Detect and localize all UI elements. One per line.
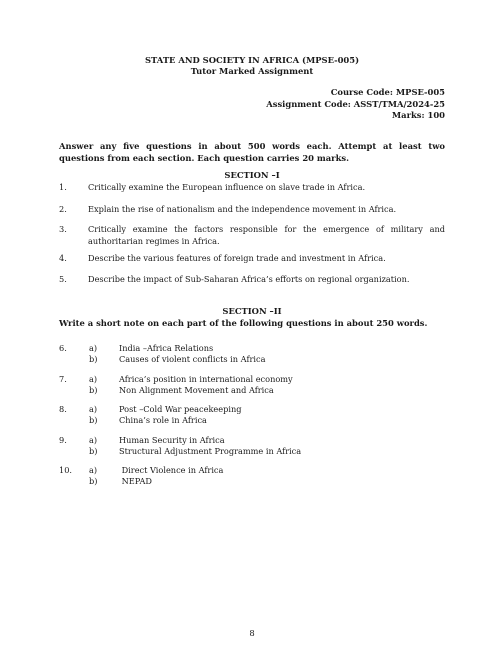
document-title: STATE AND SOCIETY IN AFRICA (MPSE-005)	[144, 55, 360, 65]
question-text: Describe the impact of Sub-Saharan Africa’s efforts on regional organization.	[88, 274, 410, 284]
question-1	[59, 182, 445, 194]
question-4	[59, 253, 445, 265]
question-text: Critically examine the European influence on slave trade in Africa.	[88, 182, 366, 192]
part-text: China’s role in Africa	[119, 415, 207, 425]
part-text: Human Security in Africa	[119, 435, 225, 445]
question-3	[59, 224, 445, 247]
question-10	[59, 465, 445, 487]
marks: Marks: 100	[391, 110, 445, 120]
part-label: a)	[89, 465, 98, 475]
question-number: 6.	[59, 343, 67, 353]
part-text: India –Africa Relations	[119, 343, 214, 353]
question-9	[59, 435, 445, 457]
general-instructions: Answer any five questions in about 500 words each. Attempt at least two questions from each section. Each question carries 20 marks.	[59, 141, 445, 163]
part-text: Non Alignment Movement and Africa	[119, 385, 274, 395]
question-number: 7.	[59, 374, 67, 384]
question-number: 3.	[59, 224, 67, 234]
part-label: b)	[89, 354, 98, 364]
question-7	[59, 374, 445, 396]
assignment-code: Assignment Code: ASST/TMA/2024-25	[266, 98, 445, 109]
question-5	[59, 274, 445, 286]
question-6	[59, 343, 445, 365]
part-text: NEPAD	[119, 476, 152, 486]
part-text: Structural Adjustment Programme in Africa	[119, 446, 302, 456]
part-label: a)	[89, 374, 98, 384]
part-text: Causes of violent conflicts in Africa	[119, 354, 266, 364]
part-label: b)	[89, 446, 98, 456]
part-text: Post –Cold War peacekeeping	[119, 404, 242, 414]
question-2	[59, 204, 445, 216]
course-code: Course Code: MPSE-005	[330, 87, 445, 97]
question-number: 10.	[59, 465, 73, 475]
part-label: b)	[89, 476, 98, 486]
assignment-info	[266, 87, 445, 122]
question-number: 1.	[59, 182, 67, 192]
question-number: 2.	[59, 204, 67, 214]
section-2-instruction: Write a short note on each part of the following questions in about 250 words.	[59, 318, 428, 328]
part-text: Africa’s position in international economy	[119, 374, 293, 384]
part-label: b)	[89, 415, 98, 425]
question-text: Explain the rise of nationalism and the independence movement in Africa.	[88, 204, 397, 214]
section-2-heading: SECTION –II	[222, 306, 282, 316]
part-label: a)	[89, 343, 98, 353]
document-subtitle: Tutor Marked Assignment	[190, 66, 314, 76]
part-text: Direct Violence in Africa	[119, 465, 224, 475]
question-number: 9.	[59, 435, 67, 445]
question-number: 5.	[59, 274, 67, 284]
question-text: Critically examine the factors responsible for the emergence of military and authoritarian regimes in Africa.	[88, 224, 445, 246]
question-number: 4.	[59, 253, 67, 263]
part-label: a)	[89, 404, 98, 414]
part-label: b)	[89, 385, 98, 395]
part-label: a)	[89, 435, 98, 445]
question-number: 8.	[59, 404, 67, 414]
page-number: 8	[249, 628, 255, 638]
question-text: Describe the various features of foreign trade and investment in Africa.	[88, 253, 386, 263]
section-1-heading: SECTION –I	[224, 170, 280, 180]
question-8	[59, 404, 445, 426]
